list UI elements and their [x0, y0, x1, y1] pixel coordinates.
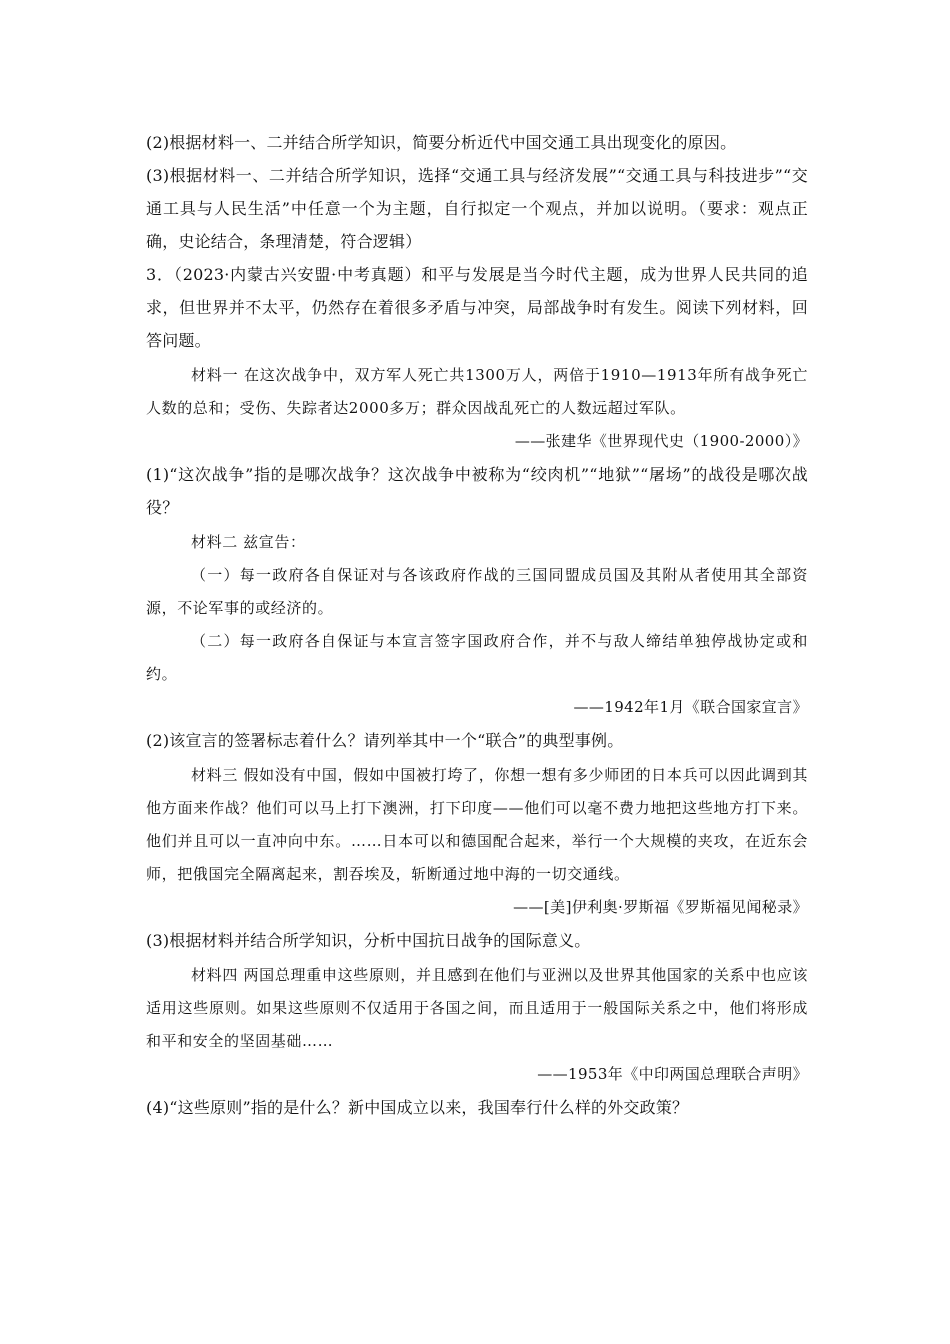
material-2-source: ——1942年1月《联合国家宣言》 — [573, 698, 808, 716]
material-2-item-2: （二）每一政府各自保证与本宣言签字国政府合作，并不与敌人缔结单独停战协定或和约。 — [146, 632, 808, 683]
material-1-text: 材料一 在这次战争中，双方军人死亡共1300万人，两倍于1910—1913年所有战争死亡人数的总和；受伤、失踪者达2000多万；群众因战乱死亡的人数远超过军队。 — [146, 366, 808, 417]
question-3-2: (2)该宣言的签署标志着什么？请列举其中一个“联合”的典型事例。 — [146, 731, 624, 750]
question-2-3: (3)根据材料一、二并结合所学知识，选择“交通工具与经济发展”“交通工具与科技进步”“交通工具与人民生活”中任意一个为主题，自行拟定一个观点，并加以说明。（要求：观点正确，史论结合，条理清楚，符合逻辑） — [146, 166, 808, 251]
material-3-source: ——[美]伊利奥·罗斯福《罗斯福见闻秘录》 — [513, 898, 808, 916]
material-4-source: ——1953年《中印两国总理联合声明》 — [537, 1065, 808, 1083]
question-3-4: (4)“这些原则”指的是什么？新中国成立以来，我国奉行什么样的外交政策？ — [146, 1098, 689, 1117]
material-2-item-1: （一）每一政府各自保证对与各该政府作战的三国同盟成员国及其附从者使用其全部资源，不论军事的或经济的。 — [146, 566, 808, 617]
question-3-1: (1)“这次战争”指的是哪次战争？这次战争中被称为“绞肉机”“地狱”“屠场”的战役是哪次战役？ — [146, 465, 808, 517]
question-3-3: (3)根据材料并结合所学知识，分析中国抗日战争的国际意义。 — [146, 931, 591, 950]
question-3-intro: 3．（2023·内蒙古兴安盟·中考真题）和平与发展是当今时代主题，成为世界人民共同的追求，但世界并不太平，仍然存在着很多矛盾与冲突，局部战争时有发生。阅读下列材料，回答问题。 — [146, 265, 808, 350]
material-4-text: 材料四 两国总理重申这些原则，并且感到在他们与亚洲以及世界其他国家的关系中也应该适用这些原则。如果这些原则不仅适用于各国之间，而且适用于一般国际关系之中，他们将形成和平和安全的坚固基础…… — [146, 966, 808, 1050]
material-1-source: ——张建华《世界现代史（1900-2000）》 — [514, 432, 808, 450]
material-3-text: 材料三 假如没有中国，假如中国被打垮了，你想一想有多少师团的日本兵可以因此调到其他方面来作战？他们可以马上打下澳洲，打下印度——他们可以毫不费力地把这些地方打下来。他们并且可以一直冲向中东。……日本可以和德国配合起来，举行一个大规模的夹攻，在近东会师，把俄国完全隔离起来，割吞埃及，斩断通过地中海的一切交通线。 — [146, 766, 808, 883]
document-page — [146, 126, 808, 1124]
material-2-heading: 材料二 兹宣告： — [191, 533, 306, 551]
question-2-2: (2)根据材料一、二并结合所学知识，简要分析近代中国交通工具出现变化的原因。 — [146, 133, 737, 152]
